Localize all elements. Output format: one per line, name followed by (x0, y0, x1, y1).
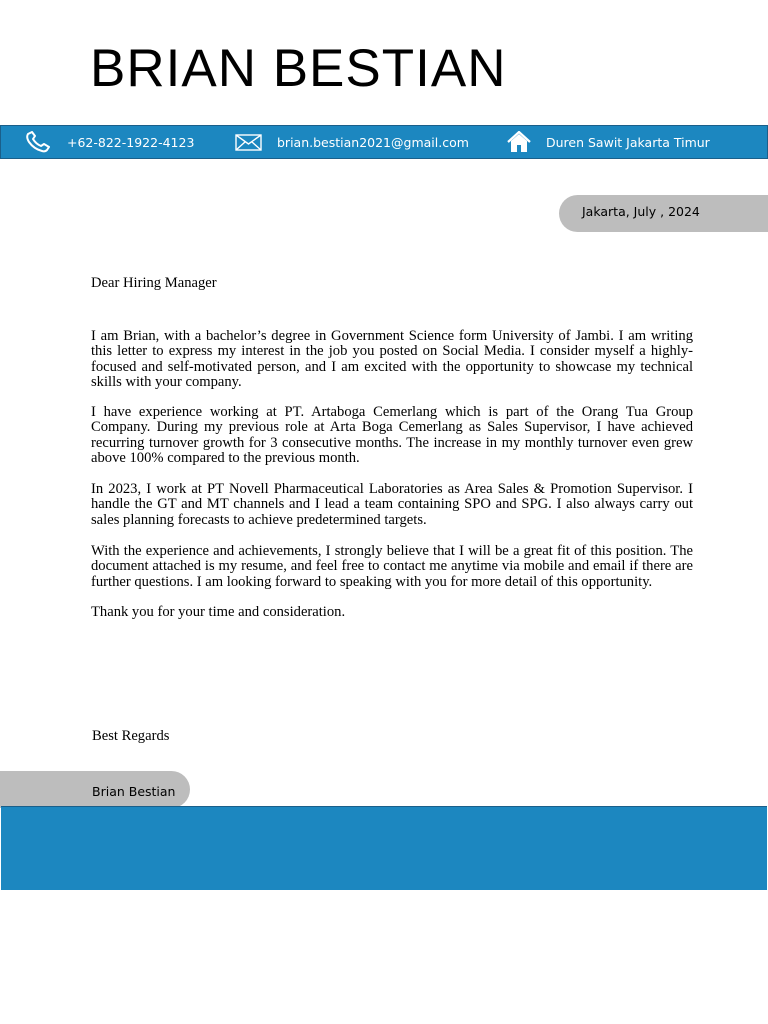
paragraph-thanks: Thank you for your time and consideration. (91, 604, 346, 620)
contact-address (507, 126, 710, 158)
phone-icon (25, 131, 51, 153)
date-label: Jakarta, July , 2024 (559, 195, 768, 232)
contact-phone (25, 126, 194, 158)
paragraph-intro: I am Brian, with a bachelor’s degree in Government Science form University of Jambi. I am writing this letter to express my interest in the job you posted on Social Media. I consider myself a highly-focused and self-motivated person, and I am excited with the opportunity to showcase my technical skills with your company. (91, 328, 693, 390)
email-address[interactable]: brian.bestian2021@gmail.com (277, 134, 469, 150)
paragraph-conclusion: With the experience and achievements, I strongly believe that I will be a great fit of this position. The document attached is my resume, and feel free to contact me anytime via mobile and email if there are further questions. I am looking forward to speaking with you for more detail of this opportunity. (91, 543, 693, 590)
paragraph-current-role: In 2023, I work at PT Novell Pharmaceutical Laboratories as Area Sales & Promotion Supervisor. I handle the GT and MT channels and I lead a team containing SPO and SPG. I also always carry out sales planning forecasts to achieve predetermined targets. (91, 481, 693, 528)
contact-bar (0, 125, 768, 159)
address-text: Duren Sawit Jakarta Timur (546, 134, 710, 150)
applicant-name: BRIAN BESTIAN (90, 39, 507, 98)
phone-number[interactable]: +62-822-1922-4123 (67, 134, 195, 150)
paragraph-experience: I have experience working at PT. Artaboga Cemerlang which is part of the Orang Tua Group Company. During my previous role at Arta Boga Cemerlang as Sales Supervisor, I have achieved recurring turnover growth for 3 consecutive months. The increase in my monthly turnover even grew above 100% compared to the previous month. (91, 404, 693, 466)
home-icon (507, 131, 531, 153)
salutation: Dear Hiring Manager (91, 275, 217, 291)
signature-label: Brian Bestian (0, 771, 190, 808)
contact-email (235, 126, 469, 158)
envelope-icon (235, 134, 262, 151)
closing: Best Regards (92, 728, 170, 744)
footer-bar (1, 806, 767, 890)
